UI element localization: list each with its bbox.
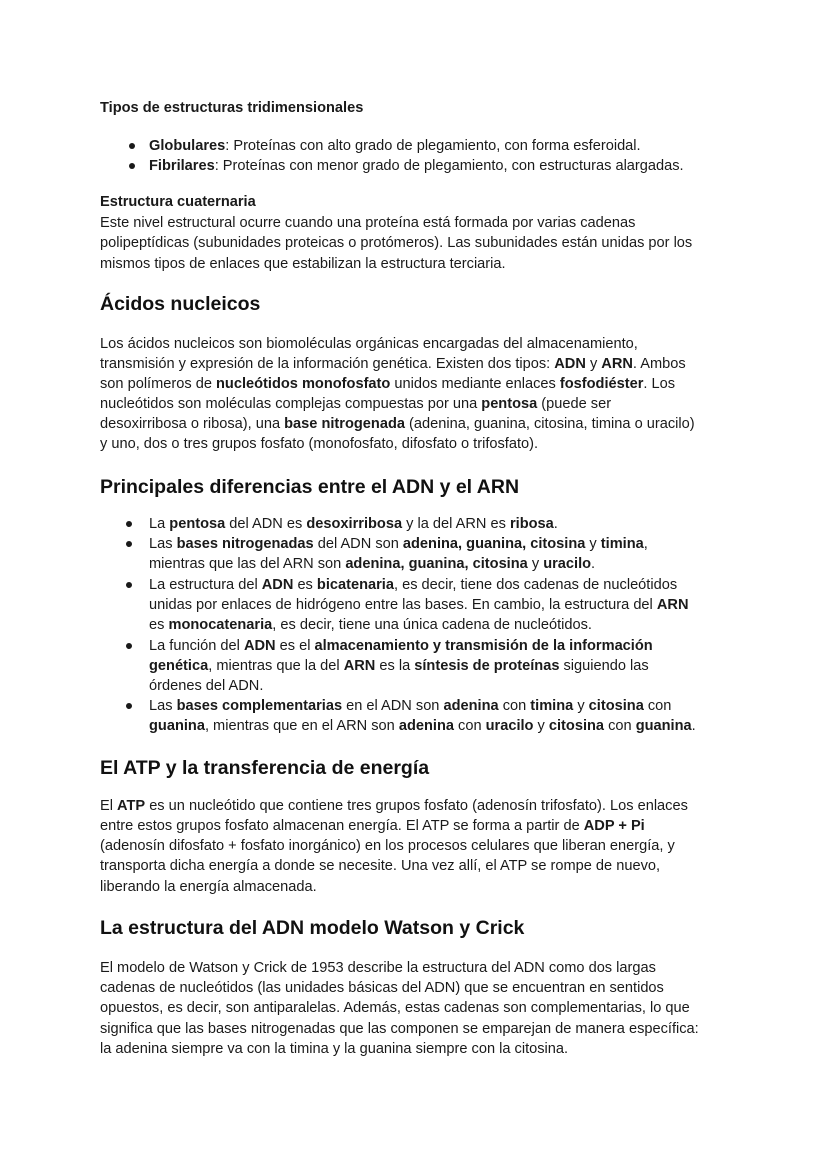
heading-tipos: Tipos de estructuras tridimensionales (100, 100, 364, 116)
paragraph-line: significa que las bases nitrogenadas que las componen se emparejan de manera específica: (100, 1021, 699, 1037)
paragraph-line: polipeptídicas (subunidades proteicas o protómeros). Las subunidades están unidas por los (100, 235, 693, 251)
heading-atp: El ATP y la transferencia de energía (100, 757, 430, 779)
bullet-icon (129, 143, 135, 149)
list-item-fibrilares: Fibrilares: Proteínas con menor grado de plegamiento, con estructuras alargadas. (149, 158, 684, 174)
list-item-globulares: Globulares: Proteínas con alto grado de plegamiento, con forma esferoidal. (149, 138, 641, 154)
list-item-estructura-cont: es monocatenaria, es decir, tiene una única cadena de nucleótidos. (149, 617, 592, 633)
list-item-bases-cont: mientras que las del ARN son adenina, guanina, citosina y uracilo. (149, 556, 596, 572)
paragraph-line: transporta dicha energía a donde se necesite. Una vez allí, el ATP se rompe de nuevo, (100, 858, 661, 874)
bullet-icon (126, 521, 132, 527)
heading-watson-crick: La estructura del ADN modelo Watson y Crick (100, 917, 525, 939)
paragraph-line: (adenosín difosfato + fosfato inorgánico) en los procesos celulares que liberan energía, y (100, 838, 675, 854)
paragraph-line: y uno, dos o tres grupos fosfato (monofosfato, difosfato o trifosfato). (100, 436, 539, 452)
list-item-funcion: La función del ADN es el almacenamiento y transmisión de la información (149, 638, 653, 654)
paragraph-line: cadenas de nucleótidos (las unidades básicas del ADN) que se encuentran en sentidos (100, 980, 664, 996)
paragraph-line: El ATP es un nucleótido que contiene tres grupos fosfato (adenosín trifosfato). Los enlaces (100, 798, 688, 814)
list-item-pentosa: La pentosa del ADN es desoxirribosa y la del ARN es ribosa. (149, 516, 558, 532)
list-item-funcion-cont: órdenes del ADN. (149, 678, 264, 694)
list-item-funcion-cont: genética, mientras que la del ARN es la síntesis de proteínas siguiendo las (149, 658, 649, 674)
heading-cuaternaria: Estructura cuaternaria (100, 194, 256, 210)
paragraph-line: mismos tipos de enlaces que estabilizan la estructura terciaria. (100, 256, 506, 272)
bullet-icon (126, 703, 132, 709)
paragraph-line: nucleótidos son moléculas complejas compuestas por una pentosa (puede ser (100, 396, 612, 412)
heading-diferencias: Principales diferencias entre el ADN y el ARN (100, 476, 520, 498)
heading-acidos-nucleicos: Ácidos nucleicos (100, 293, 261, 315)
list-item-estructura: La estructura del ADN es bicatenaria, es decir, tiene dos cadenas de nucleótidos (149, 577, 678, 593)
paragraph-line: transmisión y expresión de la información genética. Existen dos tipos: ADN y ARN. Ambos (100, 356, 686, 372)
paragraph-line: son polímeros de nucleótidos monofosfato unidos mediante enlaces fosfodiéster. Los (100, 376, 676, 392)
bullet-icon (126, 643, 132, 649)
paragraph-line: liberando la energía almacenada. (100, 879, 317, 895)
list-item-complementarias-cont: guanina, mientras que en el ARN son adenina con uracilo y citosina con guanina. (149, 718, 696, 734)
bullet-icon (126, 582, 132, 588)
paragraph-line: la adenina siempre va con la timina y la guanina siempre con la citosina. (100, 1041, 569, 1057)
bullet-icon (129, 163, 135, 169)
paragraph-line: Los ácidos nucleicos son biomoléculas orgánicas encargadas del almacenamiento, (100, 336, 638, 352)
paragraph-line: entre estos grupos fosfato almacenan energía. El ATP se forma a partir de ADP + Pi (100, 818, 645, 834)
list-item-bases: Las bases nitrogenadas del ADN son adenina, guanina, citosina y timina, (149, 536, 648, 552)
list-item-complementarias: Las bases complementarias en el ADN son adenina con timina y citosina con (149, 698, 672, 714)
paragraph-line: Este nivel estructural ocurre cuando una proteína está formada por varias cadenas (100, 215, 636, 231)
bullet-icon (126, 541, 132, 547)
paragraph-line: opuestos, es decir, son antiparalelas. Además, estas cadenas son complementarias, lo que (100, 1000, 690, 1016)
list-item-estructura-cont: unidas por enlaces de hidrógeno entre las bases. En cambio, la estructura del ARN (149, 597, 689, 613)
paragraph-line: desoxirribosa o ribosa), una base nitrogenada (adenina, guanina, citosina, timina o uracilo) (100, 416, 695, 432)
paragraph-line: El modelo de Watson y Crick de 1953 describe la estructura del ADN como dos largas (100, 960, 656, 976)
